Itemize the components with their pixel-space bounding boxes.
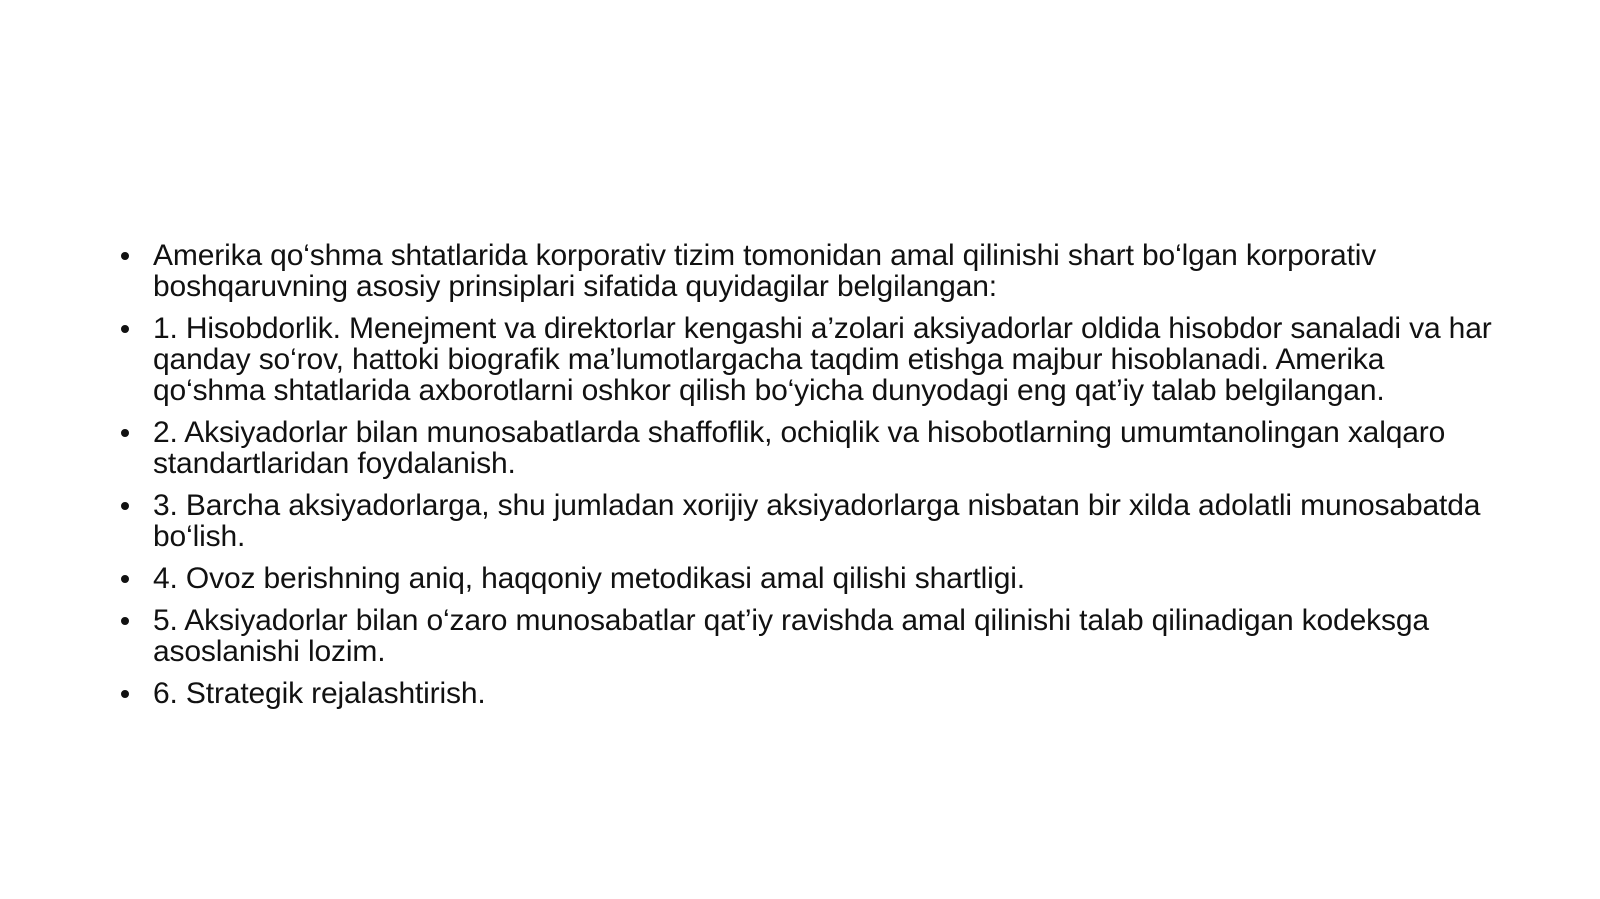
bullet-icon: [121, 502, 129, 510]
bullet-icon: [121, 325, 129, 333]
list-item: [120, 605, 1500, 667]
bullet-icon: [121, 617, 129, 625]
bullet-icon: [121, 252, 129, 260]
bullet-icon: [121, 575, 129, 583]
bullet-text: 5. Aksiyadorlar bilan o‘zaro munosabatlar qat’iy ravishda amal qilinishi talab qilinadigan kodeksga asoslanishi lozim.: [153, 604, 1429, 668]
list-item: [120, 678, 1500, 709]
bullet-text: 2. Aksiyadorlar bilan munosabatlarda shaffoflik, ochiqlik va hisobotlarning umumtanolingan xalqaro standartlaridan foydalanish.: [153, 416, 1446, 480]
list-item: [120, 240, 1500, 302]
list-item: [120, 313, 1500, 406]
bullet-text: 3. Barcha aksiyadorlarga, shu jumladan xorijiy aksiyadorlarga nisbatan bir xilda adolatli munosabatda bo‘lish.: [153, 489, 1481, 553]
bullet-list: [120, 240, 1500, 720]
list-item: [120, 417, 1500, 479]
bullet-text: Amerika qo‘shma shtatlarida korporativ tizim tomonidan amal qilinishi shart bo‘lgan korporativ boshqaruvning asosiy prinsiplari sifatida quyidagilar belgilangan:: [153, 239, 1377, 303]
bullet-text: 4. Ovoz berishning aniq, haqqoniy metodikasi amal qilishi shartligi.: [153, 562, 1025, 595]
list-item: [120, 490, 1500, 552]
list-item: [120, 563, 1500, 594]
bullet-icon: [121, 429, 129, 437]
bullet-icon: [121, 690, 129, 698]
bullet-text: 6. Strategik rejalashtirish.: [153, 677, 486, 710]
bullet-text: 1. Hisobdorlik. Menejment va direktorlar kengashi a’zolari aksiyadorlar oldida hisobdor sanaladi va har qanday so‘rov, hattoki biografik ma’lumotlargacha taqdim etishga majbur hisoblanadi. Amerika qo‘shma shtatlarida axborotlarni oshkor qilish bo‘yicha dunyodagi eng qat’iy talab belgilangan.: [153, 312, 1492, 407]
